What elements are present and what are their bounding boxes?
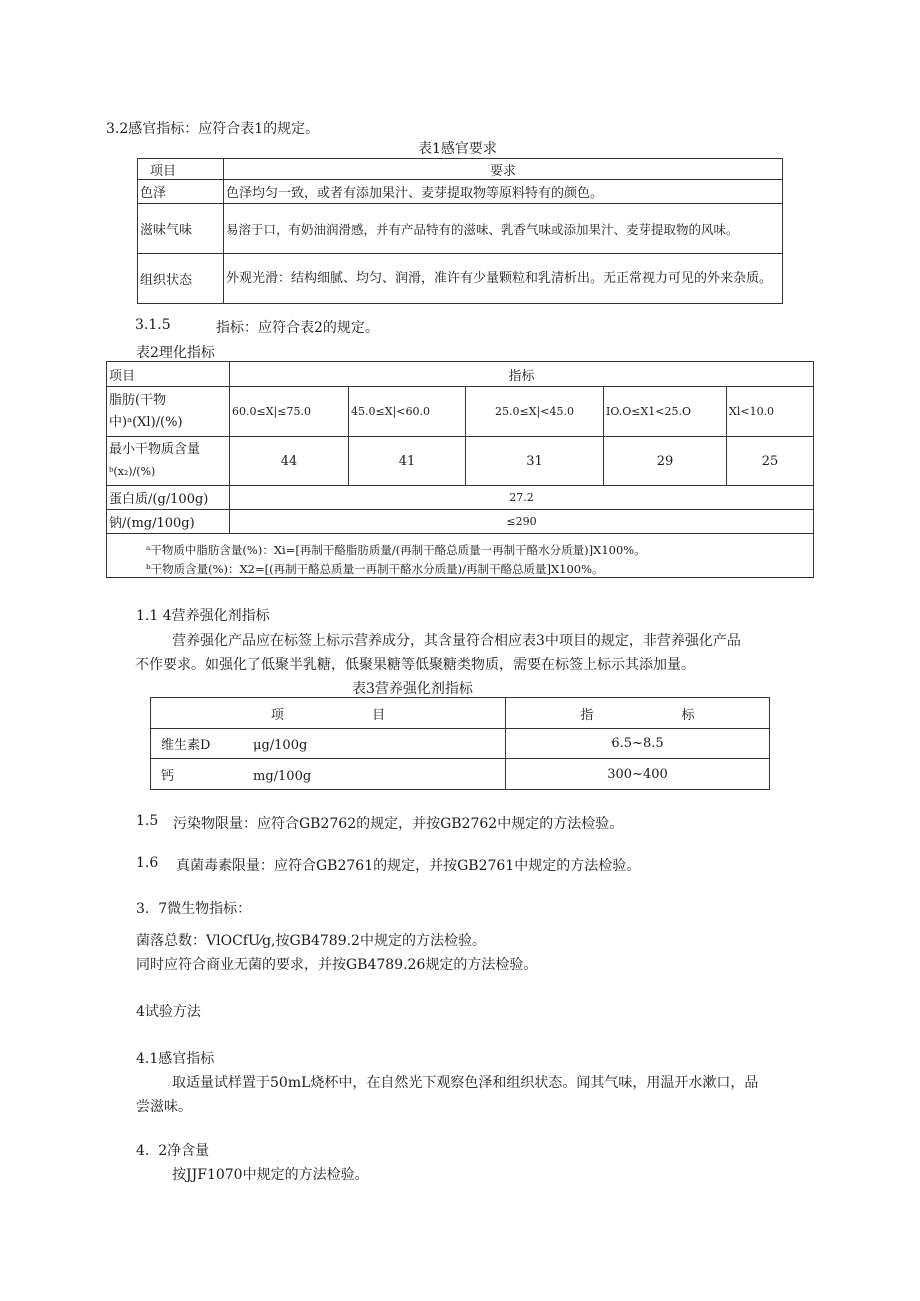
table-1-sensory xyxy=(137,158,783,304)
section-1-1-4-para-line1: 营养强化产品应在标签上标示营养成分，其含量符合相应表3中项目的规定，非营养强化产品 xyxy=(172,633,741,649)
section-1-1-4-heading: 1.1 4营养强化剂指标 xyxy=(136,608,270,624)
table-2-caption: 表2理化指标 xyxy=(136,345,215,361)
t2-fat-value: 45.0≤X|<60.0 xyxy=(349,387,466,437)
t3-row-value: 6.5~8.5 xyxy=(506,729,770,759)
section-4-2-heading: 4. 2净含量 xyxy=(136,1143,210,1159)
t2-sodium-label: 钠/(mg/100g) xyxy=(107,510,230,534)
t3-header-item xyxy=(151,698,506,729)
t2-dry-value: 29 xyxy=(604,437,727,486)
section-4-2-text: 按JJF1070中规定的方法检验。 xyxy=(172,1167,369,1183)
t3-header-index xyxy=(506,698,770,729)
t3-row-label xyxy=(151,759,506,790)
section-1-6-number: 1.6 xyxy=(136,855,159,871)
t1-row-item: 色泽 xyxy=(138,180,224,204)
t2-dry-label-line2: ᵇ(x₂)/(%) xyxy=(109,465,156,478)
t2-dry-value: 25 xyxy=(727,437,814,486)
t2-dry-label xyxy=(107,437,230,486)
section-1-6-text: 真菌毒素限量：应符合GB2761的规定，并按GB2761中规定的方法检验。 xyxy=(176,858,641,874)
table-3-fortifiers xyxy=(150,697,770,790)
t2-dry-value: 31 xyxy=(466,437,604,486)
section-3-2-heading: 3.2感官指标：应符合表1的规定。 xyxy=(106,121,320,137)
t1-header-requirement: 要求 xyxy=(224,159,783,180)
section-3-7-line1: 菌落总数：VlOCfU⁄g,按GB4789.2中规定的方法检验。 xyxy=(136,933,486,949)
section-3-1-5-text: 指标：应符合表2的规定。 xyxy=(216,320,379,336)
section-4-heading: 4试验方法 xyxy=(136,1004,201,1020)
t2-fat-value: Xl<10.0 xyxy=(727,387,814,437)
section-4-1-para-line1: 取适量试样置于50mL烧杯中，在自然光下观察色泽和组织状态。闻其气味，用温开水漱口，品 xyxy=(172,1075,759,1091)
section-1-1-4-para-line2: 不作要求。如强化了低聚半乳糖，低聚果糖等低聚糖类物质，需要在标签上标示其添加量。 xyxy=(135,657,695,673)
t3-row-label xyxy=(151,729,506,759)
section-1-5-text: 污染物限量：应符合GB2762的规定，并按GB2762中规定的方法检验。 xyxy=(173,816,624,832)
t2-header-index: 指标 xyxy=(230,362,814,387)
t2-note-b: ᵇ干物质含量(%)：X2=[(再制干酪总质量一再制干酪水分质量)/再制干酪总质量]X100%。 xyxy=(146,562,604,576)
t1-row-item: 滋味气味 xyxy=(138,204,224,254)
t2-note-a: ᵃ干物质中脂肪含量(%)：Xi=[再制干酪脂肪质量/(再制干酪总质量一再制干酪水分质量)]X100%。 xyxy=(146,543,646,557)
t2-fat-value: IO.O≤X1<25.O xyxy=(604,387,727,437)
section-4-1-heading: 4.1感官指标 xyxy=(136,1051,215,1067)
t3-row-unit: μg/100g xyxy=(253,738,308,753)
t1-row-requirement: 易溶于口，有奶油润滑感，并有产品特有的滋味、乳香气味或添加果汁、麦芽提取物的风味。 xyxy=(224,204,783,254)
t2-dry-value: 41 xyxy=(349,437,466,486)
section-3-7-line2: 同时应符合商业无菌的要求，并按GB4789.26规定的方法检验。 xyxy=(136,957,538,973)
t2-fat-label-line1: 脂肪(干物 xyxy=(109,392,167,408)
t2-fat-label-line2: 中)ᵃ(Xl)/(%) xyxy=(109,414,183,430)
t3-header-item-char2: 目 xyxy=(372,707,386,723)
t3-row-name: 维生素D xyxy=(161,738,211,753)
table-3-caption: 表3营养强化剂指标 xyxy=(352,681,473,697)
t1-row-item: 组织状态 xyxy=(138,254,224,304)
section-4-1-para-line2: 尝滋味。 xyxy=(136,1099,192,1115)
section-3-7-heading: 3. 7微生物指标： xyxy=(136,901,252,917)
t1-row-requirement: 色泽均匀一致，或者有添加果汁、麦芽提取物等原料特有的颜色。 xyxy=(224,180,783,204)
section-1-5-number: 1.5 xyxy=(136,813,159,829)
t2-fat-label xyxy=(107,387,230,437)
t3-header-index-char1: 指 xyxy=(580,707,594,723)
section-3-1-5-number: 3.1.5 xyxy=(135,317,171,333)
t2-dry-label-line1: 最小干物质含量 xyxy=(109,442,201,457)
t2-fat-value: 60.0≤X|≤75.0 xyxy=(230,387,349,437)
t1-header-item: 项目 xyxy=(138,159,224,180)
t2-dry-value: 44 xyxy=(230,437,349,486)
t3-row-value: 300~400 xyxy=(506,759,770,790)
t2-fat-value: 25.0≤X|<45.0 xyxy=(466,387,604,437)
t2-protein-value: 27.2 xyxy=(230,486,814,510)
t3-row-name: 钙 xyxy=(161,768,175,784)
t2-protein-label: 蛋白质/(g/100g) xyxy=(107,486,230,510)
t3-row-unit: mg/100g xyxy=(253,768,312,784)
t2-header-item: 项目 xyxy=(107,362,230,387)
table-1-caption: 表1感官要求 xyxy=(418,141,497,157)
t2-sodium-value: ≤290 xyxy=(230,510,814,534)
t1-row-requirement: 外观光滑：结构细腻、均匀、润滑，准许有少量颗粒和乳清析出。无正常视力可见的外来杂质。 xyxy=(224,254,783,304)
t3-header-item-char1: 项 xyxy=(270,707,284,723)
t3-header-index-char2: 标 xyxy=(681,707,695,723)
